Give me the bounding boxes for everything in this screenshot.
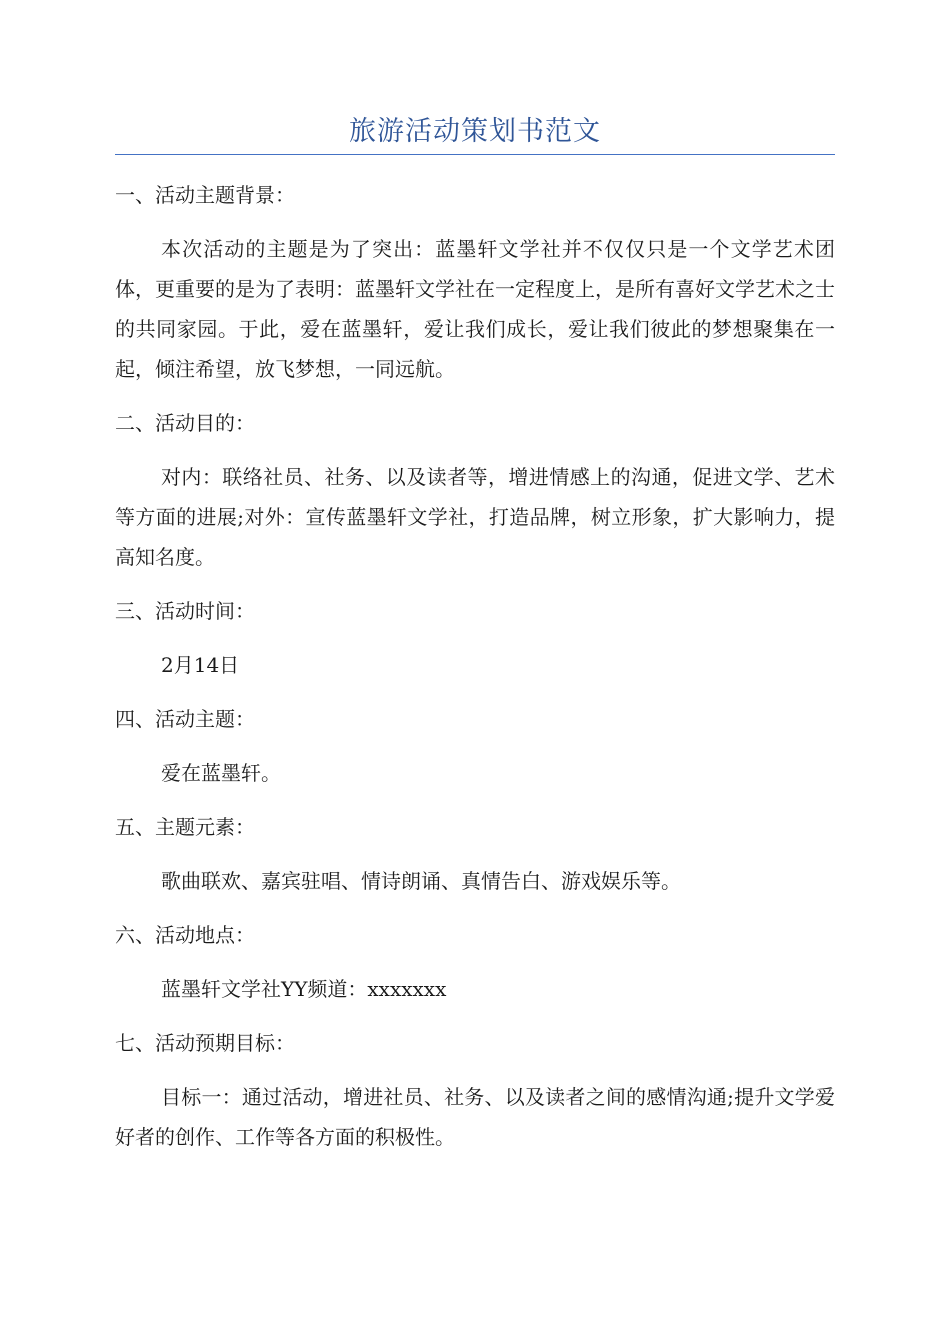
section-elements <box>115 807 835 901</box>
section-paragraph: 歌曲联欢、嘉宾驻唱、情诗朗诵、真情告白、游戏娱乐等。 <box>161 869 681 893</box>
section-time <box>115 591 835 685</box>
section-paragraph: 2月14日 <box>161 653 240 677</box>
document-body <box>115 175 835 1171</box>
section-theme <box>115 699 835 793</box>
section-heading: 五、主题元素： <box>115 815 255 839</box>
section-heading: 一、活动主题背景： <box>115 183 295 207</box>
section-location <box>115 915 835 1009</box>
section-heading: 六、活动地点： <box>115 923 255 947</box>
section-heading: 二、活动目的： <box>115 411 255 435</box>
section-paragraph: 蓝墨轩文学社YY频道：xxxxxxx <box>161 977 447 1001</box>
section-goals <box>115 1023 835 1157</box>
section-heading: 三、活动时间： <box>115 599 255 623</box>
section-background <box>115 175 835 389</box>
section-heading: 七、活动预期目标： <box>115 1031 295 1055</box>
section-paragraph: 对内：联络社员、社务、以及读者等，增进情感上的沟通，促进文学、艺术等方面的进展;对外：宣传蓝墨轩文学社，打造品牌，树立形象，扩大影响力，提高知名度。 <box>115 465 835 569</box>
section-purpose <box>115 403 835 577</box>
section-paragraph: 爱在蓝墨轩。 <box>161 761 281 785</box>
title-underline <box>115 154 835 155</box>
section-heading: 四、活动主题： <box>115 707 255 731</box>
section-paragraph: 目标一：通过活动，增进社员、社务、以及读者之间的感情沟通;提升文学爱好者的创作、工作等各方面的积极性。 <box>115 1085 835 1149</box>
document-title: 旅游活动策划书范文 <box>349 116 601 147</box>
section-paragraph: 本次活动的主题是为了突出：蓝墨轩文学社并不仅仅只是一个文学艺术团体，更重要的是为了表明：蓝墨轩文学社在一定程度上，是所有喜好文学艺术之士的共同家园。于此，爱在蓝墨轩，爱让我们成长，爱让我们彼此的梦想聚集在一起，倾注希望，放飞梦想，一同远航。 <box>115 237 835 381</box>
